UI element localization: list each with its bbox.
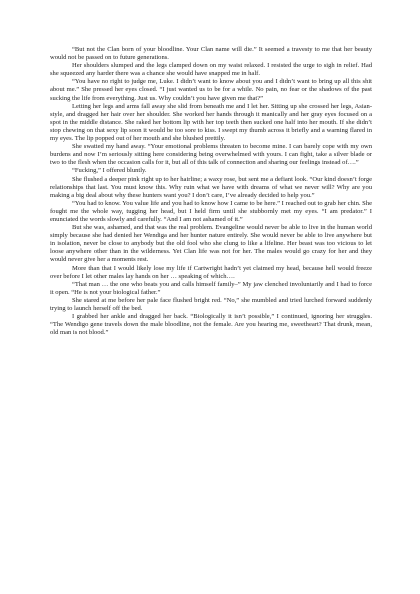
paragraph: She swatted my hand away. “Your emotional problems threaten to become mine. I can barely cope with my own burdens and now I’m seriously sitting here considering being overwhelmed with yours. I can fight, take a silver blade or two to the flesh when the occasion calls for it, but all of this talk of connection and sharing our feelings instead of….” xyxy=(50,143,372,167)
paragraph: But she was, ashamed, and that was the real problem. Evangeline would never be able to live in the human world simply because she had denied her Wendiga and her hunter nature entirely. She would never be able to live anywhere but in isolation, never be close to anybody but the old fool who she clung to like a lifeline. Her beast was too vicious to let loose anywhere other than in the wilderness. Yet Clan life was not for her. The males would go crazy for her and they would never give her a moments rest. xyxy=(50,224,372,264)
paragraph: More than that I would likely lose my life if Cartwright hadn’t yet claimed my head, because hell would freeze over before I let other males lay hands on her … speaking of which…. xyxy=(50,264,372,280)
paragraph: Letting her legs and arms fall away she slid from beneath me and I let her. Sitting up she crossed her legs, Asian-style, and dragged her hair over her shoulder. She worked her hands through it manically and her gray eyes focused on a spot in the middle distance. She raked her bottom lip with her top teeth then sucked one half into her mouth. If she didn’t stop chewing on that sexy lip soon it would be too sore to kiss. I swept my thumb across it briefly and a warning flared in my eyes. The lip popped out of her mouth and she blushed prettily. xyxy=(50,102,372,143)
paragraph: “That man … the one who beats you and calls himself family–” My jaw clenched involuntarily and I had to force it open. “He is not your biological father.” xyxy=(50,280,372,296)
paragraph: Her shoulders slumped and the legs clamped down on my waist relaxed. I resisted the urge to sigh in relief. Had she squeezed any harder there was a chance she would have snapped me in half. xyxy=(50,62,372,78)
paragraph: “But not the Clan born of your bloodline. Your Clan name will die.” It seemed a travesty to me that her beauty would not be passed on to future generations. xyxy=(50,46,372,62)
paragraph: “You have no right to judge me, Luke. I didn’t want to know about you and I didn’t want to bring up all this shit about me.” She pressed her eyes closed. “I just wanted us to be for a while. No pain, no fear or the shadows of the past sucking the life from everything. Just us. Why couldn’t you have given me that?” xyxy=(50,78,372,102)
paragraph: “Fucking,” I offered bluntly. xyxy=(72,167,147,175)
paragraph: She flushed a deeper pink right up to her hairline; a waxy rose, but sent me a defiant look. “Our kind doesn’t forge relationships that last. You must know this. Why ruin what we have with dreams of what we never will? Why are you making a big deal about why these hunters want you? I don’t care, I’ve already decided to help you.” xyxy=(50,175,372,199)
paragraph: “You had to know. You value life and you had to know how I came to be here.” I reached out to grab her chin. She fought me the whole way, tugging her head, but I held firm until she stubbornly met my eyes. “I am predator.” I enunciated the words slowly and carefully. “And I am not ashamed of it.” xyxy=(50,199,372,223)
paragraph: She stared at me before her pale face flushed bright red. “No,” she mumbled and tried lurched forward suddenly trying to launch herself off the bed. xyxy=(50,296,372,312)
paragraph: I grabbed her ankle and dragged her back. “Biologically it isn’t possible,” I continued, ignoring her struggles. “The Wendigo gene travels down the male bloodline, not the female. Are you hearing me, sweetheart? That drunk, mean, old man is not blood.” xyxy=(50,313,372,337)
book-page xyxy=(50,46,372,337)
